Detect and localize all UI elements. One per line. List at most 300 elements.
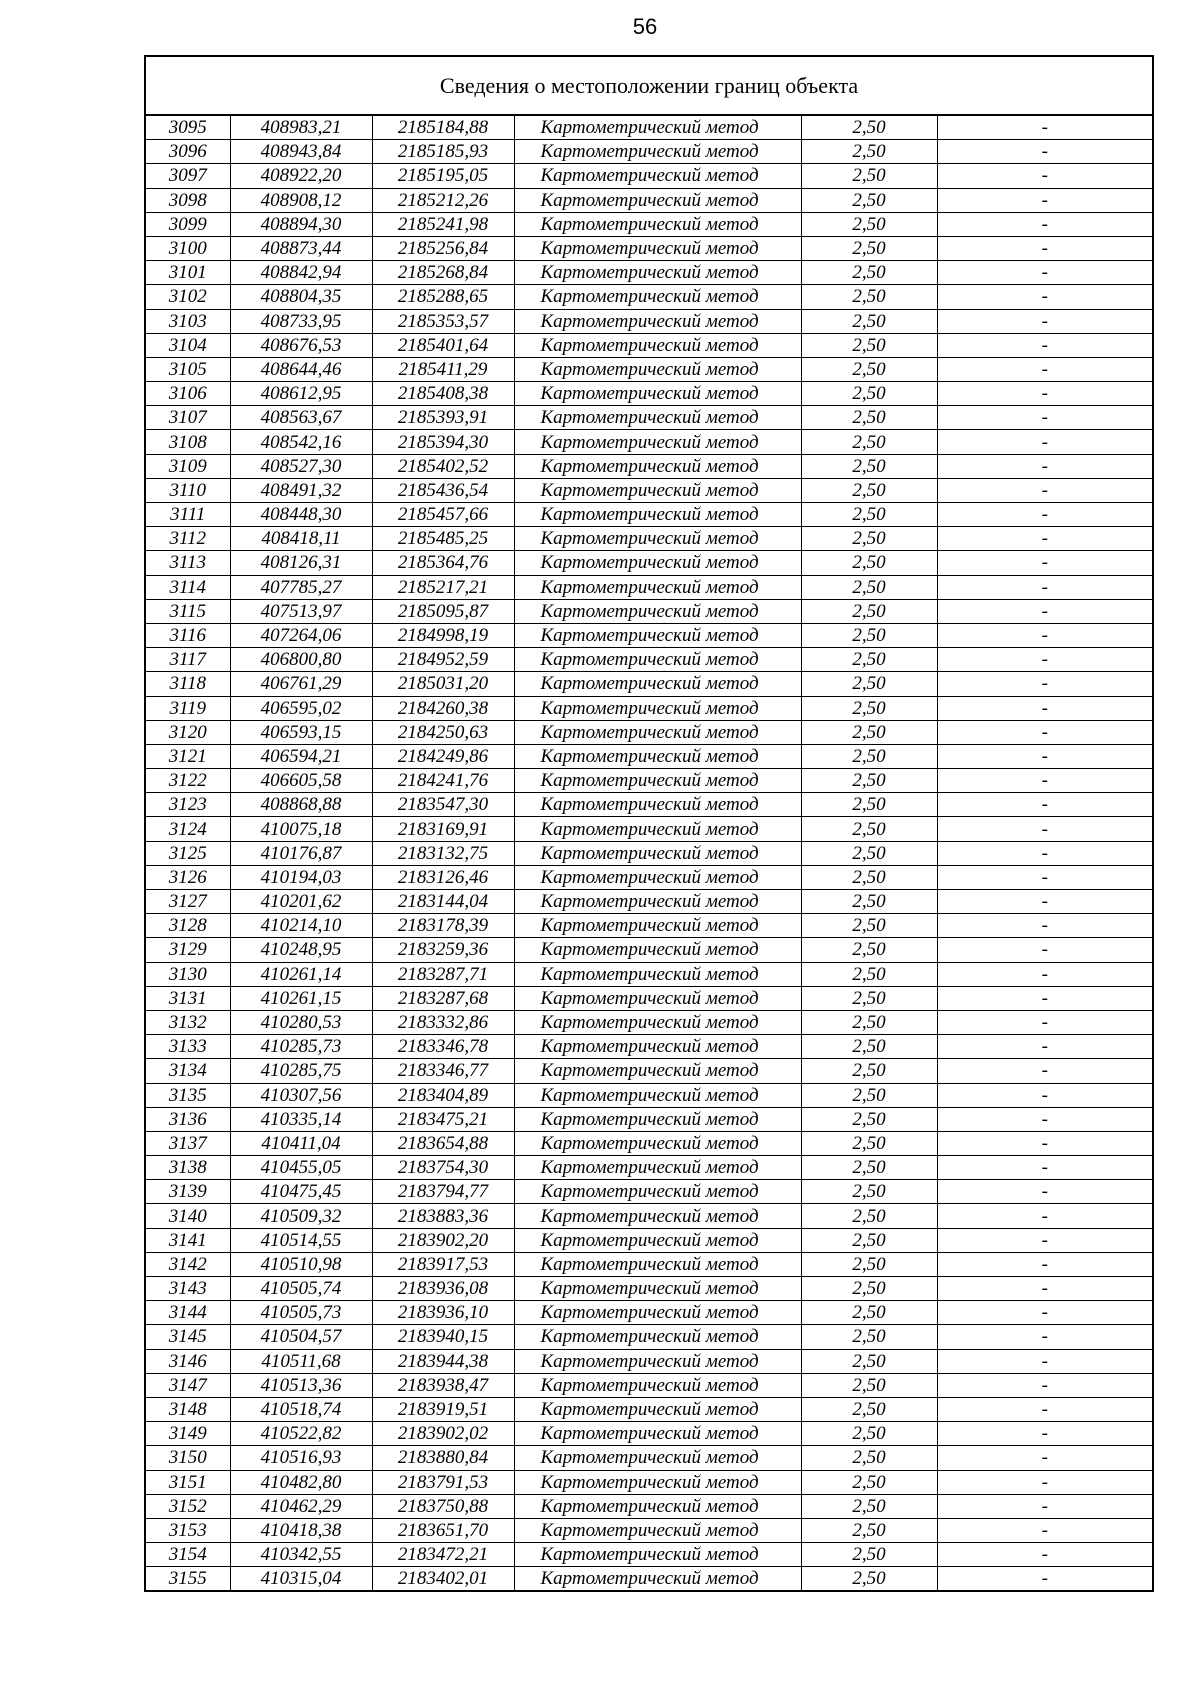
accuracy-cell: 2,50 bbox=[801, 962, 937, 986]
accuracy-cell: 2,50 bbox=[801, 890, 937, 914]
method-cell: Картометрический метод bbox=[514, 285, 801, 309]
method-cell: Картометрический метод bbox=[514, 261, 801, 285]
method-cell: Картометрический метод bbox=[514, 1349, 801, 1373]
method-cell: Картометрический метод bbox=[514, 769, 801, 793]
accuracy-cell: 2,50 bbox=[801, 454, 937, 478]
x-coordinate-cell: 410513,36 bbox=[230, 1373, 372, 1397]
point-number-cell: 3123 bbox=[145, 793, 230, 817]
accuracy-cell: 2,50 bbox=[801, 478, 937, 502]
y-coordinate-cell: 2183178,39 bbox=[372, 914, 514, 938]
method-cell: Картометрический метод bbox=[514, 503, 801, 527]
accuracy-cell: 2,50 bbox=[801, 1083, 937, 1107]
description-cell: - bbox=[937, 1107, 1153, 1131]
description-cell: - bbox=[937, 309, 1153, 333]
y-coordinate-cell: 2183332,86 bbox=[372, 1010, 514, 1034]
point-number-cell: 3118 bbox=[145, 672, 230, 696]
y-coordinate-cell: 2185457,66 bbox=[372, 503, 514, 527]
x-coordinate-cell: 410285,75 bbox=[230, 1059, 372, 1083]
point-number-cell: 3110 bbox=[145, 478, 230, 502]
x-coordinate-cell: 410342,55 bbox=[230, 1543, 372, 1567]
description-cell: - bbox=[937, 962, 1153, 986]
table-row bbox=[145, 1156, 1153, 1180]
y-coordinate-cell: 2185364,76 bbox=[372, 551, 514, 575]
description-cell: - bbox=[937, 1543, 1153, 1567]
table-row bbox=[145, 1349, 1153, 1373]
description-cell: - bbox=[937, 188, 1153, 212]
accuracy-cell: 2,50 bbox=[801, 551, 937, 575]
method-cell: Картометрический метод bbox=[514, 962, 801, 986]
accuracy-cell: 2,50 bbox=[801, 841, 937, 865]
description-cell: - bbox=[937, 1446, 1153, 1470]
description-cell: - bbox=[937, 1010, 1153, 1034]
point-number-cell: 3132 bbox=[145, 1010, 230, 1034]
method-cell: Картометрический метод bbox=[514, 1204, 801, 1228]
accuracy-cell: 2,50 bbox=[801, 236, 937, 260]
accuracy-cell: 2,50 bbox=[801, 744, 937, 768]
accuracy-cell: 2,50 bbox=[801, 575, 937, 599]
point-number-cell: 3151 bbox=[145, 1470, 230, 1494]
table-row bbox=[145, 769, 1153, 793]
point-number-cell: 3149 bbox=[145, 1422, 230, 1446]
point-number-cell: 3095 bbox=[145, 115, 230, 140]
method-cell: Картометрический метод bbox=[514, 1059, 801, 1083]
accuracy-cell: 2,50 bbox=[801, 430, 937, 454]
table-row bbox=[145, 865, 1153, 889]
x-coordinate-cell: 410285,73 bbox=[230, 1035, 372, 1059]
method-cell: Картометрический метод bbox=[514, 1567, 801, 1592]
y-coordinate-cell: 2183144,04 bbox=[372, 890, 514, 914]
description-cell: - bbox=[937, 793, 1153, 817]
y-coordinate-cell: 2185485,25 bbox=[372, 527, 514, 551]
method-cell: Картометрический метод bbox=[514, 382, 801, 406]
x-coordinate-cell: 408733,95 bbox=[230, 309, 372, 333]
point-number-cell: 3120 bbox=[145, 720, 230, 744]
accuracy-cell: 2,50 bbox=[801, 382, 937, 406]
table-row bbox=[145, 1422, 1153, 1446]
accuracy-cell: 2,50 bbox=[801, 309, 937, 333]
x-coordinate-cell: 410335,14 bbox=[230, 1107, 372, 1131]
y-coordinate-cell: 2184998,19 bbox=[372, 623, 514, 647]
table-row bbox=[145, 236, 1153, 260]
x-coordinate-cell: 410418,38 bbox=[230, 1518, 372, 1542]
method-cell: Картометрический метод bbox=[514, 551, 801, 575]
table-row bbox=[145, 1518, 1153, 1542]
y-coordinate-cell: 2185195,05 bbox=[372, 164, 514, 188]
table-row bbox=[145, 575, 1153, 599]
x-coordinate-cell: 410261,15 bbox=[230, 986, 372, 1010]
method-cell: Картометрический метод bbox=[514, 1156, 801, 1180]
point-number-cell: 3150 bbox=[145, 1446, 230, 1470]
table-row bbox=[145, 696, 1153, 720]
point-number-cell: 3142 bbox=[145, 1252, 230, 1276]
x-coordinate-cell: 410315,04 bbox=[230, 1567, 372, 1592]
accuracy-cell: 2,50 bbox=[801, 527, 937, 551]
method-cell: Картометрический метод bbox=[514, 817, 801, 841]
table-row bbox=[145, 1301, 1153, 1325]
accuracy-cell: 2,50 bbox=[801, 865, 937, 889]
method-cell: Картометрический метод bbox=[514, 212, 801, 236]
y-coordinate-cell: 2183404,89 bbox=[372, 1083, 514, 1107]
x-coordinate-cell: 408527,30 bbox=[230, 454, 372, 478]
accuracy-cell: 2,50 bbox=[801, 212, 937, 236]
x-coordinate-cell: 410516,93 bbox=[230, 1446, 372, 1470]
y-coordinate-cell: 2185031,20 bbox=[372, 672, 514, 696]
accuracy-cell: 2,50 bbox=[801, 285, 937, 309]
accuracy-cell: 2,50 bbox=[801, 503, 937, 527]
table-row bbox=[145, 623, 1153, 647]
y-coordinate-cell: 2185402,52 bbox=[372, 454, 514, 478]
method-cell: Картометрический метод bbox=[514, 720, 801, 744]
y-coordinate-cell: 2183880,84 bbox=[372, 1446, 514, 1470]
point-number-cell: 3101 bbox=[145, 261, 230, 285]
x-coordinate-cell: 410194,03 bbox=[230, 865, 372, 889]
x-coordinate-cell: 410261,14 bbox=[230, 962, 372, 986]
table-row bbox=[145, 357, 1153, 381]
accuracy-cell: 2,50 bbox=[801, 1349, 937, 1373]
method-cell: Картометрический метод bbox=[514, 648, 801, 672]
accuracy-cell: 2,50 bbox=[801, 793, 937, 817]
method-cell: Картометрический метод bbox=[514, 1373, 801, 1397]
description-cell: - bbox=[937, 1567, 1153, 1592]
method-cell: Картометрический метод bbox=[514, 986, 801, 1010]
x-coordinate-cell: 407785,27 bbox=[230, 575, 372, 599]
method-cell: Картометрический метод bbox=[514, 1228, 801, 1252]
y-coordinate-cell: 2183654,88 bbox=[372, 1131, 514, 1155]
y-coordinate-cell: 2183475,21 bbox=[372, 1107, 514, 1131]
accuracy-cell: 2,50 bbox=[801, 1156, 937, 1180]
y-coordinate-cell: 2183472,21 bbox=[372, 1543, 514, 1567]
method-cell: Картометрический метод bbox=[514, 938, 801, 962]
description-cell: - bbox=[937, 357, 1153, 381]
method-cell: Картометрический метод bbox=[514, 1422, 801, 1446]
accuracy-cell: 2,50 bbox=[801, 1180, 937, 1204]
accuracy-cell: 2,50 bbox=[801, 1446, 937, 1470]
x-coordinate-cell: 406594,21 bbox=[230, 744, 372, 768]
y-coordinate-cell: 2185411,29 bbox=[372, 357, 514, 381]
x-coordinate-cell: 410075,18 bbox=[230, 817, 372, 841]
point-number-cell: 3116 bbox=[145, 623, 230, 647]
description-cell: - bbox=[937, 817, 1153, 841]
point-number-cell: 3108 bbox=[145, 430, 230, 454]
table-row bbox=[145, 309, 1153, 333]
x-coordinate-cell: 410505,74 bbox=[230, 1277, 372, 1301]
method-cell: Картометрический метод bbox=[514, 357, 801, 381]
description-cell: - bbox=[937, 1349, 1153, 1373]
table-row bbox=[145, 1494, 1153, 1518]
description-cell: - bbox=[937, 527, 1153, 551]
table-row bbox=[145, 115, 1153, 140]
table-row bbox=[145, 841, 1153, 865]
x-coordinate-cell: 408448,30 bbox=[230, 503, 372, 527]
point-number-cell: 3112 bbox=[145, 527, 230, 551]
accuracy-cell: 2,50 bbox=[801, 1059, 937, 1083]
point-number-cell: 3099 bbox=[145, 212, 230, 236]
accuracy-cell: 2,50 bbox=[801, 1107, 937, 1131]
method-cell: Картометрический метод bbox=[514, 1131, 801, 1155]
x-coordinate-cell: 410307,56 bbox=[230, 1083, 372, 1107]
y-coordinate-cell: 2185288,65 bbox=[372, 285, 514, 309]
point-number-cell: 3122 bbox=[145, 769, 230, 793]
point-number-cell: 3106 bbox=[145, 382, 230, 406]
table-row bbox=[145, 793, 1153, 817]
table-row bbox=[145, 672, 1153, 696]
y-coordinate-cell: 2183754,30 bbox=[372, 1156, 514, 1180]
table-row bbox=[145, 382, 1153, 406]
x-coordinate-cell: 408842,94 bbox=[230, 261, 372, 285]
point-number-cell: 3147 bbox=[145, 1373, 230, 1397]
y-coordinate-cell: 2183287,68 bbox=[372, 986, 514, 1010]
method-cell: Картометрический метод bbox=[514, 744, 801, 768]
accuracy-cell: 2,50 bbox=[801, 1397, 937, 1421]
description-cell: - bbox=[937, 1373, 1153, 1397]
method-cell: Картометрический метод bbox=[514, 623, 801, 647]
description-cell: - bbox=[937, 914, 1153, 938]
point-number-cell: 3114 bbox=[145, 575, 230, 599]
accuracy-cell: 2,50 bbox=[801, 1325, 937, 1349]
point-number-cell: 3098 bbox=[145, 188, 230, 212]
boundary-table-container bbox=[144, 55, 1152, 1592]
x-coordinate-cell: 406800,80 bbox=[230, 648, 372, 672]
y-coordinate-cell: 2183919,51 bbox=[372, 1397, 514, 1421]
table-row bbox=[145, 140, 1153, 164]
table-row bbox=[145, 599, 1153, 623]
description-cell: - bbox=[937, 599, 1153, 623]
method-cell: Картометрический метод bbox=[514, 841, 801, 865]
table-row bbox=[145, 1035, 1153, 1059]
table-row bbox=[145, 406, 1153, 430]
method-cell: Картометрический метод bbox=[514, 1035, 801, 1059]
table-row bbox=[145, 188, 1153, 212]
method-cell: Картометрический метод bbox=[514, 527, 801, 551]
x-coordinate-cell: 410522,82 bbox=[230, 1422, 372, 1446]
y-coordinate-cell: 2183902,20 bbox=[372, 1228, 514, 1252]
y-coordinate-cell: 2184249,86 bbox=[372, 744, 514, 768]
table-row bbox=[145, 817, 1153, 841]
point-number-cell: 3128 bbox=[145, 914, 230, 938]
y-coordinate-cell: 2185436,54 bbox=[372, 478, 514, 502]
method-cell: Картометрический метод bbox=[514, 333, 801, 357]
y-coordinate-cell: 2184241,76 bbox=[372, 769, 514, 793]
accuracy-cell: 2,50 bbox=[801, 1543, 937, 1567]
point-number-cell: 3103 bbox=[145, 309, 230, 333]
table-caption-row bbox=[145, 56, 1153, 115]
method-cell: Картометрический метод bbox=[514, 236, 801, 260]
point-number-cell: 3143 bbox=[145, 1277, 230, 1301]
y-coordinate-cell: 2185394,30 bbox=[372, 430, 514, 454]
description-cell: - bbox=[937, 865, 1153, 889]
description-cell: - bbox=[937, 672, 1153, 696]
table-row bbox=[145, 1131, 1153, 1155]
description-cell: - bbox=[937, 1494, 1153, 1518]
x-coordinate-cell: 410214,10 bbox=[230, 914, 372, 938]
y-coordinate-cell: 2183287,71 bbox=[372, 962, 514, 986]
x-coordinate-cell: 410514,55 bbox=[230, 1228, 372, 1252]
table-row bbox=[145, 430, 1153, 454]
point-number-cell: 3102 bbox=[145, 285, 230, 309]
accuracy-cell: 2,50 bbox=[801, 1277, 937, 1301]
description-cell: - bbox=[937, 575, 1153, 599]
accuracy-cell: 2,50 bbox=[801, 599, 937, 623]
x-coordinate-cell: 408563,67 bbox=[230, 406, 372, 430]
accuracy-cell: 2,50 bbox=[801, 938, 937, 962]
point-number-cell: 3137 bbox=[145, 1131, 230, 1155]
table-row bbox=[145, 333, 1153, 357]
x-coordinate-cell: 408418,11 bbox=[230, 527, 372, 551]
point-number-cell: 3115 bbox=[145, 599, 230, 623]
y-coordinate-cell: 2185241,98 bbox=[372, 212, 514, 236]
table-row bbox=[145, 1277, 1153, 1301]
x-coordinate-cell: 408644,46 bbox=[230, 357, 372, 381]
description-cell: - bbox=[937, 1252, 1153, 1276]
x-coordinate-cell: 410482,80 bbox=[230, 1470, 372, 1494]
accuracy-cell: 2,50 bbox=[801, 623, 937, 647]
y-coordinate-cell: 2183651,70 bbox=[372, 1518, 514, 1542]
y-coordinate-cell: 2185353,57 bbox=[372, 309, 514, 333]
description-cell: - bbox=[937, 1277, 1153, 1301]
table-row bbox=[145, 212, 1153, 236]
table-row bbox=[145, 551, 1153, 575]
accuracy-cell: 2,50 bbox=[801, 986, 937, 1010]
accuracy-cell: 2,50 bbox=[801, 1252, 937, 1276]
y-coordinate-cell: 2183936,08 bbox=[372, 1277, 514, 1301]
table-row bbox=[145, 1107, 1153, 1131]
y-coordinate-cell: 2183547,30 bbox=[372, 793, 514, 817]
table-row bbox=[145, 527, 1153, 551]
table-row bbox=[145, 1543, 1153, 1567]
point-number-cell: 3152 bbox=[145, 1494, 230, 1518]
x-coordinate-cell: 408943,84 bbox=[230, 140, 372, 164]
x-coordinate-cell: 408873,44 bbox=[230, 236, 372, 260]
point-number-cell: 3107 bbox=[145, 406, 230, 430]
method-cell: Картометрический метод bbox=[514, 865, 801, 889]
y-coordinate-cell: 2183346,77 bbox=[372, 1059, 514, 1083]
description-cell: - bbox=[937, 1228, 1153, 1252]
x-coordinate-cell: 410411,04 bbox=[230, 1131, 372, 1155]
table-row bbox=[145, 1373, 1153, 1397]
accuracy-cell: 2,50 bbox=[801, 188, 937, 212]
description-cell: - bbox=[937, 1470, 1153, 1494]
x-coordinate-cell: 410505,73 bbox=[230, 1301, 372, 1325]
accuracy-cell: 2,50 bbox=[801, 696, 937, 720]
y-coordinate-cell: 2184260,38 bbox=[372, 696, 514, 720]
method-cell: Картометрический метод bbox=[514, 914, 801, 938]
description-cell: - bbox=[937, 1301, 1153, 1325]
x-coordinate-cell: 410475,45 bbox=[230, 1180, 372, 1204]
accuracy-cell: 2,50 bbox=[801, 1422, 937, 1446]
point-number-cell: 3140 bbox=[145, 1204, 230, 1228]
description-cell: - bbox=[937, 890, 1153, 914]
method-cell: Картометрический метод bbox=[514, 1543, 801, 1567]
y-coordinate-cell: 2183346,78 bbox=[372, 1035, 514, 1059]
table-row bbox=[145, 1397, 1153, 1421]
x-coordinate-cell: 410280,53 bbox=[230, 1010, 372, 1034]
x-coordinate-cell: 410510,98 bbox=[230, 1252, 372, 1276]
method-cell: Картометрический метод bbox=[514, 478, 801, 502]
description-cell: - bbox=[937, 744, 1153, 768]
y-coordinate-cell: 2183791,53 bbox=[372, 1470, 514, 1494]
method-cell: Картометрический метод bbox=[514, 1010, 801, 1034]
y-coordinate-cell: 2185184,88 bbox=[372, 115, 514, 140]
x-coordinate-cell: 410455,05 bbox=[230, 1156, 372, 1180]
method-cell: Картометрический метод bbox=[514, 1277, 801, 1301]
description-cell: - bbox=[937, 478, 1153, 502]
y-coordinate-cell: 2183259,36 bbox=[372, 938, 514, 962]
point-number-cell: 3097 bbox=[145, 164, 230, 188]
y-coordinate-cell: 2183750,88 bbox=[372, 1494, 514, 1518]
point-number-cell: 3134 bbox=[145, 1059, 230, 1083]
x-coordinate-cell: 410518,74 bbox=[230, 1397, 372, 1421]
y-coordinate-cell: 2183917,53 bbox=[372, 1252, 514, 1276]
method-cell: Картометрический метод bbox=[514, 599, 801, 623]
x-coordinate-cell: 408126,31 bbox=[230, 551, 372, 575]
x-coordinate-cell: 410201,62 bbox=[230, 890, 372, 914]
description-cell: - bbox=[937, 503, 1153, 527]
description-cell: - bbox=[937, 164, 1153, 188]
point-number-cell: 3125 bbox=[145, 841, 230, 865]
point-number-cell: 3104 bbox=[145, 333, 230, 357]
description-cell: - bbox=[937, 648, 1153, 672]
y-coordinate-cell: 2183902,02 bbox=[372, 1422, 514, 1446]
point-number-cell: 3145 bbox=[145, 1325, 230, 1349]
description-cell: - bbox=[937, 769, 1153, 793]
x-coordinate-cell: 407264,06 bbox=[230, 623, 372, 647]
accuracy-cell: 2,50 bbox=[801, 1494, 937, 1518]
method-cell: Картометрический метод bbox=[514, 1107, 801, 1131]
method-cell: Картометрический метод bbox=[514, 1518, 801, 1542]
method-cell: Картометрический метод bbox=[514, 1470, 801, 1494]
description-cell: - bbox=[937, 115, 1153, 140]
description-cell: - bbox=[937, 1180, 1153, 1204]
x-coordinate-cell: 408868,88 bbox=[230, 793, 372, 817]
y-coordinate-cell: 2185256,84 bbox=[372, 236, 514, 260]
point-number-cell: 3127 bbox=[145, 890, 230, 914]
method-cell: Картометрический метод bbox=[514, 1397, 801, 1421]
description-cell: - bbox=[937, 1131, 1153, 1155]
accuracy-cell: 2,50 bbox=[801, 1301, 937, 1325]
point-number-cell: 3113 bbox=[145, 551, 230, 575]
x-coordinate-cell: 410248,95 bbox=[230, 938, 372, 962]
method-cell: Картометрический метод bbox=[514, 696, 801, 720]
method-cell: Картометрический метод bbox=[514, 454, 801, 478]
table-row bbox=[145, 1567, 1153, 1592]
description-cell: - bbox=[937, 261, 1153, 285]
description-cell: - bbox=[937, 938, 1153, 962]
description-cell: - bbox=[937, 986, 1153, 1010]
x-coordinate-cell: 408491,32 bbox=[230, 478, 372, 502]
description-cell: - bbox=[937, 1204, 1153, 1228]
description-cell: - bbox=[937, 1422, 1153, 1446]
y-coordinate-cell: 2185095,87 bbox=[372, 599, 514, 623]
point-number-cell: 3144 bbox=[145, 1301, 230, 1325]
description-cell: - bbox=[937, 696, 1153, 720]
description-cell: - bbox=[937, 454, 1153, 478]
description-cell: - bbox=[937, 1397, 1153, 1421]
method-cell: Картометрический метод bbox=[514, 309, 801, 333]
y-coordinate-cell: 2183938,47 bbox=[372, 1373, 514, 1397]
y-coordinate-cell: 2185401,64 bbox=[372, 333, 514, 357]
table-row bbox=[145, 890, 1153, 914]
description-cell: - bbox=[937, 1035, 1153, 1059]
point-number-cell: 3130 bbox=[145, 962, 230, 986]
y-coordinate-cell: 2183944,38 bbox=[372, 1349, 514, 1373]
table-row bbox=[145, 1059, 1153, 1083]
table-row bbox=[145, 648, 1153, 672]
method-cell: Картометрический метод bbox=[514, 1301, 801, 1325]
x-coordinate-cell: 406593,15 bbox=[230, 720, 372, 744]
y-coordinate-cell: 2183936,10 bbox=[372, 1301, 514, 1325]
accuracy-cell: 2,50 bbox=[801, 1204, 937, 1228]
table-row bbox=[145, 914, 1153, 938]
